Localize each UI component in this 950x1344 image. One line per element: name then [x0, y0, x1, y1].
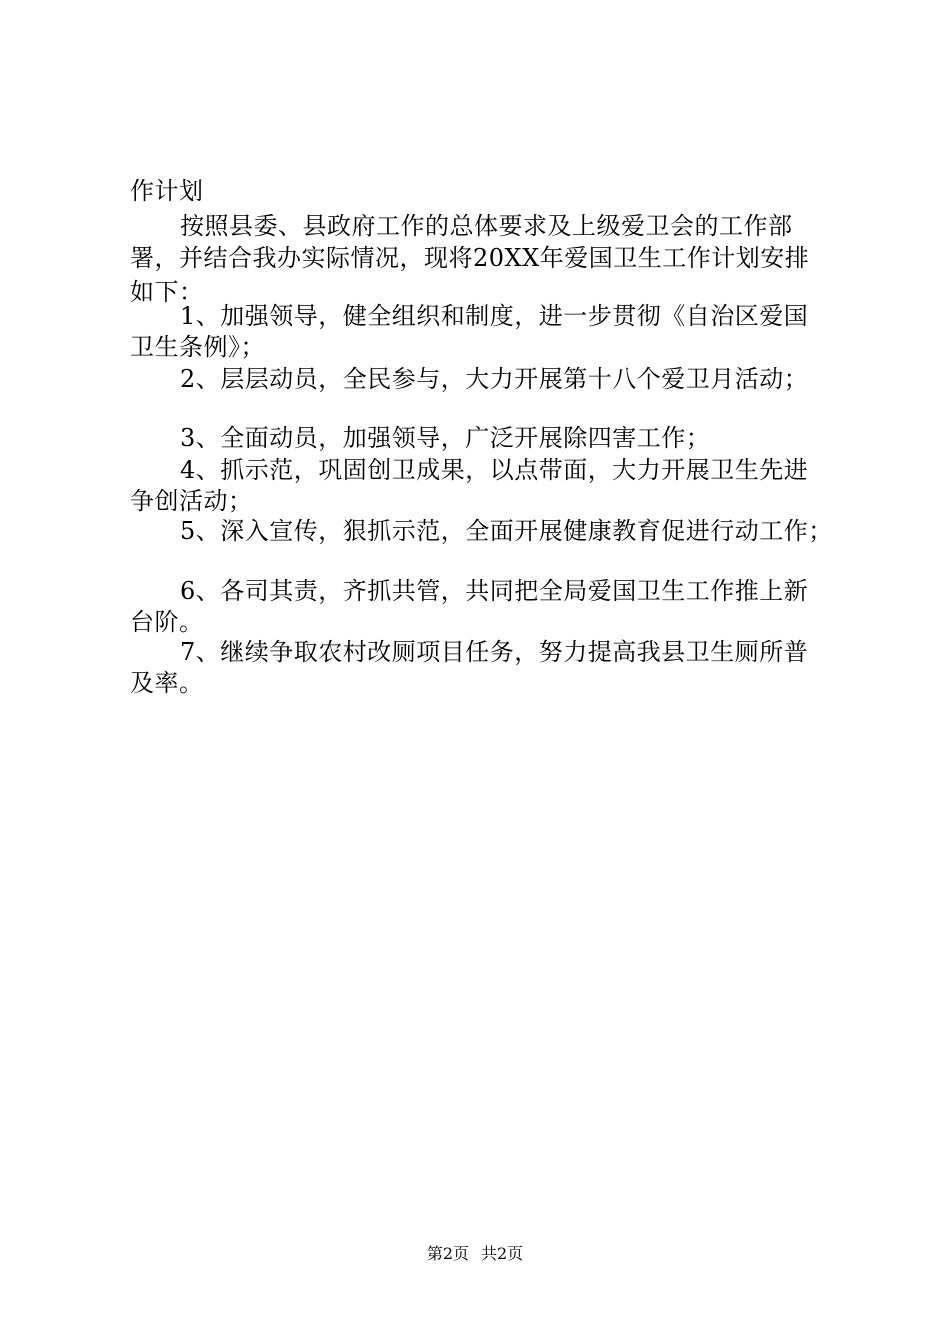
text-line: 1、加强领导，健全组织和制度，进一步贯彻《自治区爱国 — [180, 302, 809, 330]
text-line: 6、各司其责，齐抓共管，共同把全局爱国卫生工作推上新 — [180, 577, 809, 605]
text-line: 卫生条例》； — [130, 333, 265, 361]
text-line: 及率。 — [130, 669, 204, 697]
text-line: 4、抓示范，巩固创卫成果，以点带面，大力开展卫生先进 — [180, 456, 809, 484]
text-line: 台阶。 — [130, 608, 204, 636]
text-line: 争创活动； — [130, 487, 253, 515]
text-line: 2、层层动员，全民参与，大力开展第十八个爱卫月活动； — [180, 365, 809, 393]
text-line: 作计划 — [130, 177, 204, 205]
page-number: 第2页 — [426, 1244, 469, 1263]
text-line: 如下： — [130, 278, 204, 306]
text-line: 7、继续争取农村改厕项目任务，努力提高我县卫生厕所普 — [180, 638, 809, 666]
text-line: 3、全面动员，加强领导，广泛开展除四害工作； — [180, 424, 711, 452]
page-total: 共2页 — [481, 1244, 524, 1263]
page-footer — [0, 1244, 950, 1264]
text-line: 署，并结合我办实际情况，现将20XX年爱国卫生工作计划安排 — [130, 244, 810, 272]
text-line: 5、深入宣传，狠抓示范，全面开展健康教育促进行动工作； — [180, 517, 833, 545]
text-line: 按照县委、县政府工作的总体要求及上级爱卫会的工作部 — [180, 212, 793, 240]
